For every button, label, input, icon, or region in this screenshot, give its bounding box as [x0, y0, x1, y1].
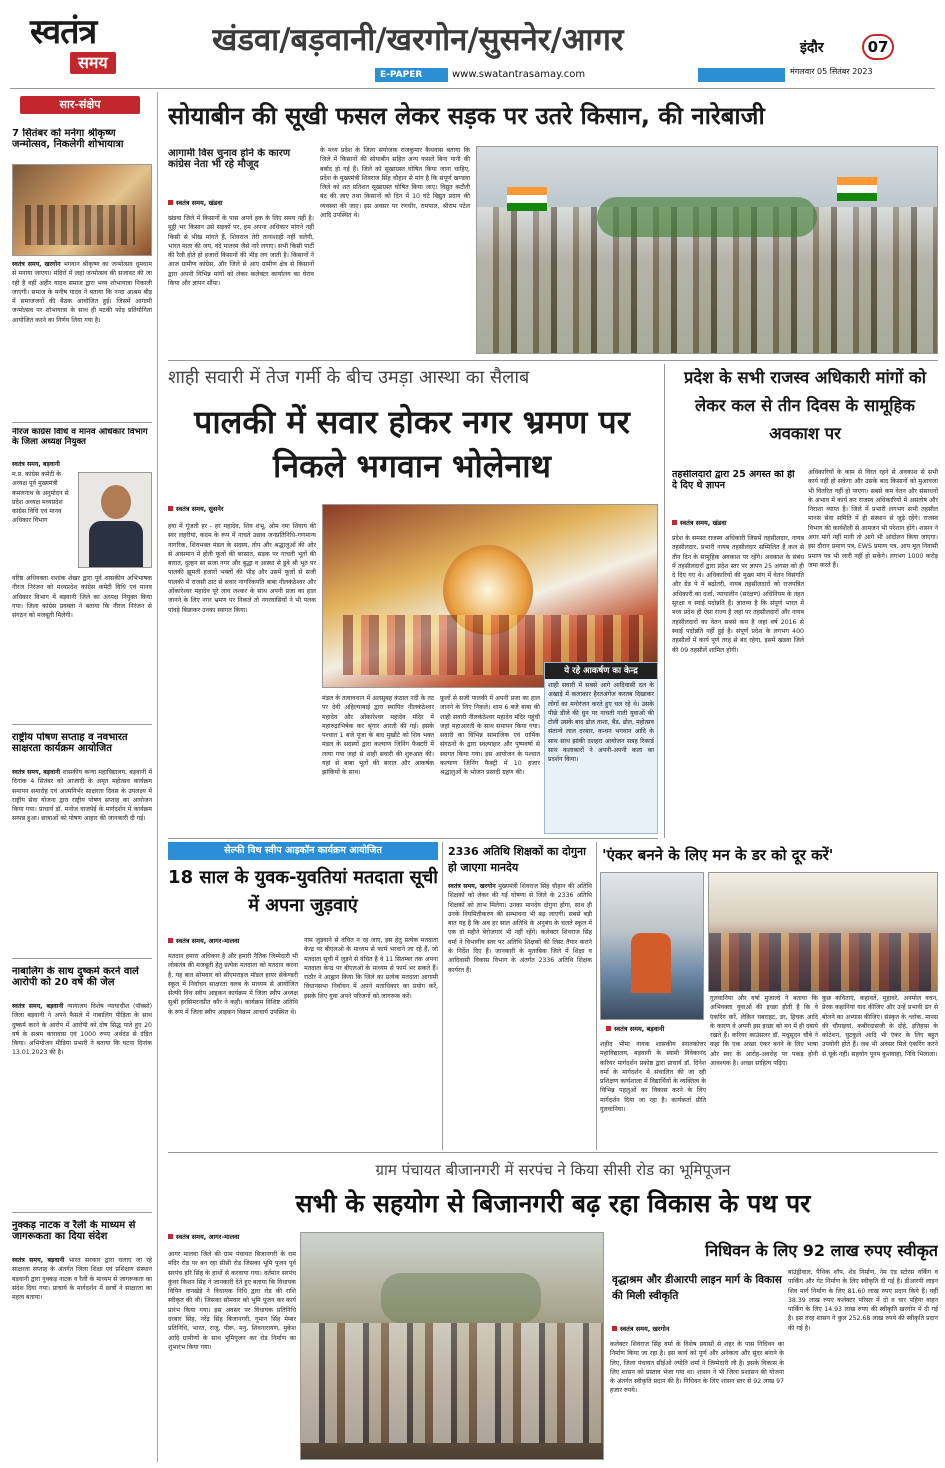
- palki-byline-text: स्वतंत्र समय, सुसनेर: [176, 505, 224, 513]
- anchor-body-col1: शहीद भीमा नायक शासकीय स्नातकोत्तर महाविद्यालय, बड़वानी के स्वामी विवेकानंद करियर मार्गदर्शन प्रकोष्ठ द्वारा प्राचार्य डॉ. दिनेश वर्मा के मार्गदर्शन में संचालित की जा रही प्रशिक्षण कार्यशाला में विद्यार्थियों के व्यक्तित्व के विभिन्न पहलुओं का विकास करने के लिए मार्गदर्शन दिया जा रहा है। कार्यकर्ता प्रीति गुलवानिया।: [600, 1041, 706, 1114]
- sidebar-item3-body: [12, 768, 152, 948]
- sidebar-item2-caption: म.प्र. कांग्रेस कमेटी के अध्यक्ष पूर्व मुख्यमंत्री कमलनाथ के अनुमोदन से प्रदेश अध्यक्ष मध्यप्रदेश कांग्रेस विधि एवं मानव अधिकार विभाग: [12, 471, 69, 525]
- sidebar-divider-2: [12, 724, 152, 725]
- selfie-byline: [168, 936, 239, 945]
- lead-subhead: आगामी विस चुनाव होने के कारण कांग्रेस नेता भी रहे मौजूद: [168, 148, 291, 171]
- sidebar-item3-title: राष्ट्रीय पोषण सप्ताह व नवभारत साक्षरता कार्यक्रम आयोजित: [12, 732, 128, 755]
- sidebar-item4-text: न्यायालय विशेष न्यायाधीश (पॉक्सो) जिला बड़वानी ने अपने फैसले में नाबालिग पीड़िता के साथ दुष्कर्म करने के आरोप में आरोपी को दोष सिद्ध पाते हुए 20 वर्ष के सश्रम कारावास एवं 1000 रुपए अर्थदंड से दंडित किया। अभियोजन मीडिया प्रभारी ने बताया कि घटना दिनांक 13.01.2023 की है।: [12, 1003, 152, 1057]
- sidebar-item5-byline: स्वतंत्र समय, बड़वानी: [12, 1257, 65, 1264]
- palki-byline: [168, 504, 224, 513]
- palki-procession-photo: [322, 504, 658, 688]
- selfie-headline: 18 साल के युवक-युवतियां मतदाता सूची में अपना जुड़वाएं: [168, 867, 438, 916]
- anchor-body-col3: कुछ कविताएं, कहावतें, मुहावरे, अनमोल वचन, प्रेरक कहानियां याद कीजिए और उन्हें प्रभावी ढंग से बोलने का अभ्यास कीजिए। संस्कृत के श्लोक, मानस की चौपाइयां, कबीरदासजी के दोहे, इतिहास के कोटेशन, चुटकुले आदि भी एंकर के लिए बहुत उपयोगी होते हैं। जब भी अवसर मिले एंकरिंग करने से चूकें नहीं। सहयोग पूनम कुशवाहा, निधि भिलाला।: [822, 995, 938, 1058]
- neeraj-portrait-photo: [78, 472, 152, 568]
- sidebar-item4-byline: स्वतंत्र समय, बड़वानी: [12, 1003, 64, 1010]
- revenue-body-col2: अधिकारियों के काम से विरत रहने से अवकाश से सभी कार्य नहीं हो सकेगा और उसके बाद किसानों को मुआवजा भी वितरित नहीं हो पाएगा। सबसे कम वेतन और संसाधनों के अभाव में कार्य कर राजस्व अधिकारियों में असंतोष और निराशा व्याप्त है। जिले में प्रभारी लगभग सभी तहसील मानस सेवा समिति में ही संस्थान से जुड़े रहेंगे। राजस्व विभाग की कार्यशैली से आमजन भी परेशान होंगे। शासन ने अगर मांगें नहीं मानी तो आगे भी आंदोलन किया जाएगा। इस दौरान प्रमाण पत्र, EWS प्रमाण पत्र, आय मूल निवासी प्रमाण पत्र भी जारी नहीं हो सकेंगे। लगभग 1000 करोड़ जमा करते हैं।: [808, 469, 938, 569]
- sidebar-item2-body: वरिष्ठ अधिवक्ता शशांक शेखर द्वारा पूर्व शासकीय अभिभाषक नीरज निरंजन को मध्यप्रदेश कांग्रेस कमेटी विधि एवं मानव अधिकार विभाग में बड़वानी जिले का अध्यक्ष नियुक्त किया गया। जिला कांग्रेस प्रवक्ता ने बताया कि नीरज निरंजन से संगठन को मजबूती मिलेगी।: [12, 575, 152, 620]
- anchor-vertical-rule: [596, 842, 597, 1150]
- lead-byline: [168, 198, 223, 207]
- sidebar-item4-body: [12, 1002, 152, 1202]
- logo-top-text: स्वतंत्र: [30, 12, 97, 52]
- sidebar-divider-1: [12, 422, 152, 423]
- sidebar-item5-title: नुक्कड़ नाटक व रैली के माध्यम से जागरूकता का दिया संदेश: [12, 1220, 136, 1243]
- nidhivan-byline: [612, 1324, 669, 1333]
- lead-body-col1: खंडवा जिले में किसानों के पास अपने हक के लिए समय नहीं है। मुट्ठी भर किसान उसे सड़कों पर, हम अपना अधिकार मांगने नहीं किसी से भीख मांगते हैं, शिवराज तेरी तानाशाही नहीं चलेगी, भारत माता की जय, वंदे मातरम जैसे नारे लगाए। सभी किसी पार्टी की रैली होते हो हजारों किसानों की भीड़ लग जाती है। किसानों ने आज ग्रामीण कांग्रेस, और जिले से आए ग्रामीण क्षेत्र से किसानों द्वारा अपनी विभिन्न मांगों को लेकर कलेक्टर कार्यालय का घेराव किया और ज्ञापन सौंपा।: [168, 215, 314, 288]
- byline-marker-icon: [168, 938, 173, 943]
- anchor-body-col2: गुलवानिया और वर्षा मुजाल्दे ने बताया कि अभिवक्ता युवाओं की इच्छा होती है कि वे एंकरिंग करें, लेकिन घबराहट, डर, हिचक आदि के कारण वे अपनी इस इच्छा को मन में ही दबाये रखते हैं। करियर काउंसलर डॉ. मधुसूदन चौबे ने कहा कि एक अच्छा एंकर बनने के लिए भाषा और स्वर के आरोह-अवरोह पर पकड़ होनी आवश्यक है। अच्छा साहित्य पढ़िए।: [710, 995, 818, 1068]
- masthead: [0, 0, 945, 86]
- sidebar-item1-byline: स्वतंत्र समय, खरगोन: [12, 261, 61, 268]
- byline-marker-icon: [168, 200, 173, 205]
- palki-body-col2: मंडल के तत्वावधान में अलसुबह कंठाल नदी के तट पर देवी अहिल्याबाई द्वारा स्थापित नीलकंठेश्वर महादेव और ओंकारेश्वर महादेव मंदिर में महारुद्राभिषेक कर श्रृंगार आरती की गई। इसके पश्चात 1 बजे पूजा के बाद मुखौटे को शिव भक्त मंडल के सदस्यों द्वारा कल्याण जिनिंग फैक्टरी में लाया गया जहां से शाही सवारी की शुरुआत की। यहां से बाबा भूतों की बारात और आकर्षक झांकियों के साथ।: [322, 695, 434, 777]
- revenue-byline: [672, 518, 727, 527]
- sidebar-item3-byline: स्वतंत्र समय, बड़वानी: [12, 769, 61, 776]
- byline-marker-icon: [606, 1026, 611, 1031]
- sidebar-divider-3: [12, 958, 152, 959]
- lead-body-col2: के मध्य प्रदेश के जिला संयोजक राजकुमार कैथवास बताया कि जिले में किसानों की सोयाबीन सहित अन्य फसलें बिना पानी की बर्बाद हो गई हैं। जिले को सूखाग्रस्त घोषित किया जाना चाहिए, प्रदेश के मुख्यमंत्री शिवराज सिंह चौहान से मांग है कि संपूर्ण खण्डवा जिले को शत प्रतिशत सूखाग्रस्त घोषित किया जाए। विद्युत कटौती बंद की जाए तथा किसानों को दिन में 10 घंटे बिद्युत प्रदाय की व्यवस्था की जाए। इस अवसर पर रणधीर, रामपाल, श्रीराम पटेल आदि उपस्थित थे।: [320, 147, 470, 220]
- sidebar-item1-title: 7 सितंबर को मनेगा श्रीकृष्ण जन्मोत्सव, निकलेगी शोभायात्रा: [12, 128, 124, 151]
- sidebar-item5-text: भारत सरकार द्वारा चलाए जा रहे साक्षरता सप्ताह के अंतर्गत जिला शिक्षा एवं प्रशिक्षण संस्थान बड़वानी द्वारा नुक्कड़ नाटक व रैली के माध्यम से जागरूकता का संदेश दिया गया। प्राचार्य के मार्गदर्शन में छात्रों ने साक्षरता का महत्व बताया।: [12, 1257, 152, 1302]
- sidebar-divider-4: [12, 1212, 152, 1213]
- lead-byline-text: स्वतंत्र समय, खंडवा: [176, 199, 223, 207]
- edition-title: खंडवा/बड़वानी/खरगोन/सुसनेर/आगर: [212, 22, 624, 58]
- palki-headline: पालकी में सवार होकर नगर भ्रमण पर निकले भगवान भोलेनाथ: [194, 403, 630, 485]
- lead-divider: [168, 360, 938, 361]
- sidebar: [10, 92, 158, 1462]
- selfie-body-col2: नाम जुड़वाने से वंचित न रह जाए, इस हेतु प्रत्येक मतदाता केन्द्र पर बीएलओ के माध्यम से फार्म भरवाने जा रहे हैं, जो मतदाता सूची में जुड़ने से वंचित है वे 11 सितम्बर तक अपना मतदाता केन्द्र पर बीएलओ के माध्यम से फार्म भर सकते हैं। राठौर ने आह्वान किया कि जिले का प्रत्येक मतदाता आगामी विधानसभा निर्वाचन में अपने मताधिकार का प्रयोग करें, इसके लिए युवा अपने परिजनों को जागरूक करें।: [304, 937, 438, 1000]
- teachers-byline: स्वतंत्र समय, खरगोन: [448, 883, 496, 890]
- teachers-body: [448, 882, 592, 1150]
- website-link[interactable]: www.swatantrasamay.com: [448, 68, 698, 82]
- bhoomipujan-photo: [300, 1232, 604, 1460]
- revenue-headline: प्रदेश के सभी राजस्व अधिकारी मांगों को लेकर कल से तीन दिवस के सामूहिक अवकाश पर: [683, 368, 927, 443]
- masthead-divider: [10, 88, 935, 89]
- sidebar-item1-text: भगवान श्रीकृष्ण का जन्मोत्सव धूमधाम से मनाया जाएगा। मंदिरों में जहां जन्मोत्सव की सजावट की जा रही है वहीं अहीर यादव समाज द्वारा भव्य शोभायात्रा निकाली जाएगी। समाज के मनीष यादव ने बताया कि नन्दा आश्रम बीड़ में समाजजनों की बैठक आयोजित हुई। जिसमें आगामी जन्मोत्सव पर शोभायात्रा के साथ ही मटकी फोड़ प्रतियोगिता आयोजित करने का निर्णय लिया गया है।: [12, 261, 152, 324]
- byline-marker-icon: [168, 506, 173, 511]
- palki-divider: [168, 838, 658, 839]
- sidebar-heading: सार-संक्षेप: [20, 96, 140, 114]
- nidhivan-subhead: वृद्धाश्रम और डीआरपी लाइन मार्ग के विकास की मिली स्वीकृति: [612, 1274, 782, 1302]
- palki-kicker: शाही सवारी में तेज गर्मी के बीच उमड़ा आस्था का सैलाब: [168, 367, 530, 388]
- byline-marker-icon: [672, 520, 677, 525]
- bijanagari-byline: [168, 1232, 239, 1241]
- palki-body-col3: फूलों से सजी पालकी में अपनी प्रजा का हाल जानने के लिए निकले। शाम 6 बजे बाबा की शाही सवारी नीलकंठेश्वर महादेव मंदिर पहुंची जहां महाआरती के साथ समापन किया गया। सवारी का विभिन्न सामाजिक एवं धार्मिक संगठनों के द्वारा स्वल्पाहार और पुष्पवर्षा से स्वागत किया गया। इस आयोजन के पश्चात कल्याण जिनिंग फैक्ट्री में 10 हजार श्रद्धालुओं के भोजन प्रसादी ग्रहण की।: [440, 695, 540, 777]
- teachers-vertical-rule: [442, 842, 443, 1150]
- anchor-headline: 'एंकर बनने के लिए मन के डर को दूर करें': [602, 846, 834, 864]
- bijanagari-byline-text: स्वतंत्र समय, आगर-मालवा: [176, 1233, 240, 1241]
- attraction-box-title: ये रहे आकर्षण का केन्द्र: [545, 663, 657, 679]
- revenue-body-col1: प्रदेश के समस्त राजस्व अधिकारी जिसमें तहसीलदार, नायब तहसीलदार, प्रभारी नायब तहसीलदार सम्मिलित हैं कल से तीन दिन के सामूहिक अवकाश पर रहेंगे। अवकाश के संबंध में तहसीलदारों द्वारा प्रदेश स्तर पर ज्ञापन 25 अगस्त को ही दे दिए गए थे। अधिकारियों की मुख्य मांग में वेतन विसंगति और ग्रेड पे में बढ़ोतरी, नायब तहसीलदारों को राजपत्रित अधिकारी का दर्जा, न्यायालीन (सरंक्षण) अधिनियम के तहत सुरक्षा व स्वाई पदोन्नति हैं। ज्ञातव्य है कि संपूर्ण भारत में मध्य प्रदेश ही ऐसा राज्य है जहां पर तहसीलदारों और नायब तहसीलदारों का वेतन सबसे कम है जहां वर्ष 2016 से स्थाई पदोन्नति नहीं हुई है। संपूर्ण प्रदेश के लगभग 400 तहसीलों में कार्य पूर्ण तरह से बंद रहेगा, इसमें खंडवा जिले की 09 तहसीलें शामिल होगी।: [672, 535, 804, 654]
- bijanagari-kicker: ग्राम पंचायत बीजानगरी में सरपंच ने किया सीसी रोड का भूमिपूजन: [375, 1161, 731, 1179]
- nidhivan-byline-text: स्वतंत्र समय, खरगोन: [620, 1325, 670, 1333]
- nidhivan-body-col1: कलेक्टर शिवराज सिंह वर्मा के विशेष प्रयासों से शहर के पास निधिवन का निर्माण किया जा रहा है। इस कार्य को पूर्ण और अनेकता और सुंदर बनाने के लिए, जिला पंचायत सीईओ ज्योति शर्मा ने जिम्मेदारी ली है। इसके विकास के लिए शासन को प्रस्ताव भेजा गया था। शासन ने भी जिला प्रशासन की योजना के अंतर्गत स्वीकृति प्रदान की है। निधिवन के लिए शासन स्तर से 92 लाख 97 हजार रुपये।: [610, 1341, 784, 1395]
- anchor-byline-text: स्वतंत्र समय, बड़वानी: [614, 1025, 665, 1033]
- epaper-label: E-PAPER: [380, 70, 423, 80]
- teachers-headline: 2336 अतिथि शिक्षकों का दोगुना हो जाएगा मानदेय: [448, 845, 586, 874]
- sidebar-item5-body: [12, 1256, 152, 1456]
- selfie-byline-text: स्वतंत्र समय, आगर-मालवा: [176, 937, 240, 945]
- attraction-box-body: शाही सवारी में सबसे आगे आदिवासी दल के अखाड़े में कलाकार हैरतअंगेज करतब दिखाकर लोगों का मनोरंजन करते हुए चल रहे थे। उसके पीछे डीजे की धुन पर नाचती गाती युवाओं की टोली उसके बाद ढोल ताशा, बैंड, ढोल, महोत्सव संतान्वे लाल दरबार, कन्धन भगवान आदि के साथ साथ झांकी दशहरा आयोजन सत्रह रिकार्ड साथ कलाकारों ने अपनी-अपनी कला का प्रदर्शन किया।: [548, 682, 654, 764]
- anchor-byline: [606, 1024, 664, 1033]
- logo-bottom-text: समय: [70, 52, 116, 74]
- attraction-box: [544, 662, 658, 834]
- nidhivan-headline: निधिवन के लिए 92 लाख रुपए स्वीकृत: [705, 1241, 938, 1260]
- sidebar-item4-title: नाबालिग के साथ दुष्कर्म करने वाले आरोपी को 20 वर्ष की जेल: [12, 966, 139, 989]
- sidebar-item3-text: शासकीय कन्या महाविद्यालय, बड़वानी में दिनांक 4 सितंबर को आजादी के अमृत महोत्सव कार्यक्रम समापन समारोह एवं आत्मनिर्भर साक्षरता दिवस के उपलक्ष्य में राष्ट्रीय सेवा योजना द्वारा राष्ट्रीय पोषण सप्ताह का आयोजन किया गया। प्राचार्य डॉ. मनोज वाजपेई के मार्गदर्शन में कार्यक्रम सम्पन्न हुआ। छात्राओं को पोषण आहार की जानकारी दी गई।: [12, 769, 152, 823]
- sidebar-item2-title: नीरज कांग्रेस विधि व मानव अधिकार विभाग के जिला अध्यक्ष नियुक्त: [12, 428, 148, 447]
- revenue-byline-text: स्वतंत्र समय, खंडवा: [680, 519, 727, 527]
- logo[interactable]: [30, 12, 160, 78]
- byline-marker-icon: [612, 1326, 617, 1331]
- byline-marker-icon: [168, 1234, 173, 1239]
- krishna-event-photo: [12, 164, 152, 256]
- teachers-text: मुख्यमंत्री शिवराज सिंह चौहान की अतिथि शिक्षकों को लेकर की गई घोषणा से जिले के 2336 अतिथि शिक्षकों को लाभ मिलेगा। उनका मानदेय दोगुना होगा, साथ ही उनके नियमितीकरण की सम्भावना भी बढ़ जाएगी। सबसे बड़ी बात यह है कि अब हर साल अतिथि के अनुबंध के चलते स्कूल में एक दो महीने बेरोजगार भी नहीं रहेंगे। कलेक्टर शिवराज सिंह वर्मा ने विभागीय स्तर पर अतिथि शिक्षकों की लिस्ट तैयार कराने के निर्देश दिए हैं। जानकारी के मुताबिक जिले में शिक्षा व आदिवासी विकास विभाग के अंतर्गत 2336 अतिथि शिक्षक कार्यरत हैं।: [448, 883, 592, 974]
- sidebar-item1-body: [12, 260, 152, 410]
- bijanagari-headline: सभी के सहयोग से बिजानगरी बढ़ रहा विकास के पथ पर: [295, 1189, 811, 1218]
- page-number-badge: 07: [862, 34, 894, 60]
- anchor-workshop-photo-left: [600, 872, 704, 1020]
- anchor-workshop-photo-right: [708, 872, 938, 992]
- city-label: इंदौर: [800, 40, 824, 56]
- anchor-divider: [168, 1152, 938, 1153]
- bijanagari-body: आगर मालवा जिले की ग्राम पंचायत बिजानगरी के राम मंदिर रोड पर बन रहा सीसी रोड जिसका भूमि पूजन पूर्व सरपंच हरि सिंह के हाथों से करवाया गया। वर्तमान सरपंच कुंवर किशन सिंह ने जानकारी देते हुए बताया कि विधायक विपिन वानखेड़े ने विधायक निधि द्वारा रोड की राशि स्वीकृत की थी। जिसका सोमवार को भूमि पूजन कर कार्य प्रारंभ किया गया। इस अवसर पर विधायक प्रतिनिधि दरबार सिंह, नरेंद्र सिंह बिजानगरी, गुमान सिंह मेम्बर प्रतिनिधि, भारत, राजू, पीरू, मनु, शिवनारायण, मुकेश आदि ग्रामीणों के साथ भूमिपूजन कर रोड निर्माण का शुभारंभ किया गया।: [168, 1251, 296, 1351]
- issue-date: मंगलवार 05 सितंबर 2023: [790, 67, 873, 76]
- revenue-subhead: तहसीलदारों द्वारा 25 अगस्त को ही दे दिए थे ज्ञापन: [672, 470, 795, 491]
- selfie-body-col1: मतदान हमारा अधिकार है और हमारी नैतिक जिम्मेदारी भी लोकतंत्र की मजबूती हेतु प्रत्येक मतदाता को मतदान करना है, यह बात सोमवार को सीएमराइज मॉडल हायर सेकेण्डरी स्कूल में निर्वाचन साक्षरता क्लब के माध्यम से आयोजित सेल्फी विथ स्वीप आइकन कार्यक्रम में जिला स्वीप अध्यक्ष सुश्री हरसिमरनप्रीत कौर ने कही। कार्यक्रम विशिष्ट अतिथि के रूप में जिला स्वीप आइकन विक्रम आचार्य उपस्थित थे।: [168, 953, 298, 1016]
- palki-body-col1: हवा में गूंजती हर - हर महादेव, शिव शंभू, ओम नमः शिवाय की स्वर लहरीयां, कदम के रूप में नाचते उछाव जनप्रतिनिधि-गणमान्य नागरिक, शिवभक्त मंडल के सदस्य, तोप और श्रद्धालुओं की ओर से आसमान में होती फूलों की बरसात, सड़क पर नाचती भूतों की बारात, दुल्हन सा सजा नगर और बुद्धा व आस्था से डूबे श्री भूत पर पालकी झूमती हजारों भक्तों की भीड़ और उसमें फूलों से सजी पालकी में राजसी ठाट से सवार नागरिकपति बाबा नीलकंठेश्वर और ओंकारेश्वर महादेव पूरे लाव लश्कर के साथ अपनी प्रजा का हाल जानने के लिए नगर भ्रमण पर निकले तो नगरवासियों ने भी पलक पांवड़े बिछाकर उनका स्वागत किया।: [168, 523, 316, 614]
- nidhivan-body-col2: बाउंड्रीवाल, पैथिक शॉप, शेड निर्माण, नेम एंड स्टोरस वर्किंग व पार्किंग और गेट निर्माण के लिए स्वीकृति दी गई है। डीआरपी लाइन शिव मार्ग निर्माण के लिए 81.60 लाख रुपए प्रदान किये हैं। वहीं 38.39 लाख रुपए कलेक्टर परिसर में दो व चार पहिया वाहन पार्किंग के लिए 14.93 लाख रुपए की स्वीकृति खरगोन में दी गई है। इस तरह शासन ने कुल 252.68 लाख रुपये की स्वीकृति प्रदान की गई है।: [788, 1269, 938, 1332]
- sidebar-item2-byline: स्वतंत्र समय, बड़वानी: [12, 461, 60, 468]
- revenue-vertical-rule: [664, 364, 665, 838]
- farmers-protest-photo: [476, 146, 938, 354]
- selfie-kicker: सेल्फी विथ स्वीप आइकॉन कार्यक्रम आयोजित: [168, 842, 438, 860]
- lead-headline: सोयाबीन की सूखी फसल लेकर सड़क पर उतरे किसान, की नारेबाजी: [168, 102, 765, 130]
